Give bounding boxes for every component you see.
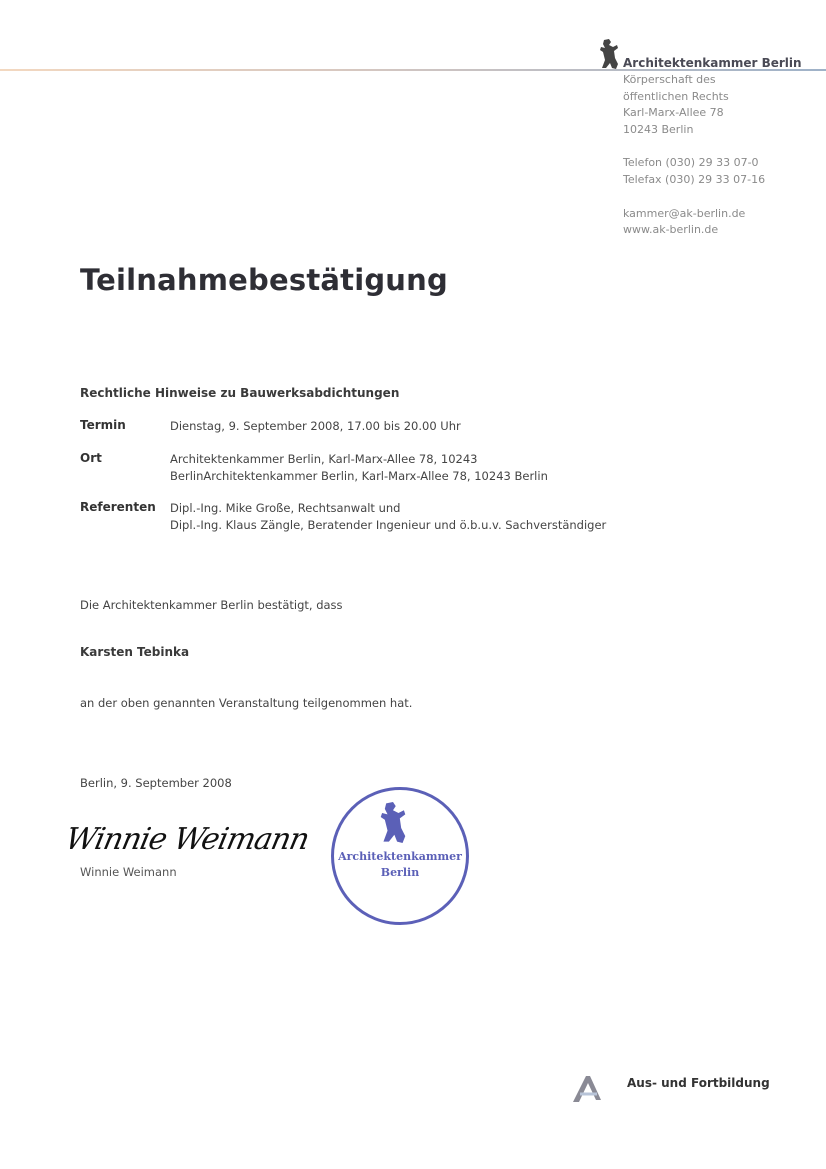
stamp-bear-icon: [378, 800, 408, 845]
handwritten-signature: Winnie Weimann: [62, 822, 312, 857]
closing-text: an der oben genannten Veranstaltung teilgenommen hat.: [80, 696, 413, 710]
referent-line: Dipl.-Ing. Klaus Zängle, Beratender Ingenieur und ö.b.u.v. Sachverständiger: [170, 517, 607, 532]
ort-line: Architektenkammer Berlin, Karl-Marx-Allee 78, 10243: [170, 452, 478, 466]
ort-label: Ort: [80, 451, 102, 465]
fax: Telefax (030) 29 33 07-16: [623, 172, 766, 186]
referenten-label: Referenten: [80, 500, 156, 514]
place-date: Berlin, 9. September 2008: [80, 776, 232, 790]
intro-text: Die Architektenkammer Berlin bestätigt, dass: [80, 598, 343, 612]
address-line: öffentlichen Rechts: [623, 89, 729, 103]
referenten-value: [170, 500, 606, 533]
training-logo-icon: [571, 1072, 605, 1104]
event-name: Rechtliche Hinweise zu Bauwerksabdichtungen: [80, 386, 400, 400]
ort-value: [170, 451, 548, 484]
footer-label: Aus- und Fortbildung: [627, 1076, 770, 1090]
phone: Telefon (030) 29 33 07-0: [623, 156, 759, 170]
participant-name: Karsten Tebinka: [80, 645, 190, 659]
ort-line: BerlinArchitektenkammer Berlin, Karl-Marx-Allee 78, 10243 Berlin: [170, 468, 548, 483]
referent-line: Dipl.-Ing. Mike Große, Rechtsanwalt und: [170, 501, 401, 515]
official-stamp: [331, 787, 469, 925]
stamp-text-line1: Architektenkammer: [338, 850, 462, 863]
website: www.ak-berlin.de: [623, 223, 719, 237]
email: kammer@ak-berlin.de: [623, 206, 746, 220]
termin-value: Dienstag, 9. September 2008, 17.00 bis 20.00 Uhr: [170, 419, 461, 433]
address-line: 10243 Berlin: [623, 122, 694, 136]
signer-name: Winnie Weimann: [80, 865, 177, 879]
stamp-text-line2: Berlin: [380, 866, 420, 879]
letterhead-address: [623, 72, 765, 239]
address-line: Körperschaft des: [623, 73, 716, 86]
page-title: Teilnahmebestätigung: [80, 263, 448, 297]
organization-name: Architektenkammer Berlin: [623, 56, 802, 70]
berlin-bear-logo-icon: [598, 38, 620, 70]
termin-label: Termin: [80, 418, 126, 432]
address-line: Karl-Marx-Allee 78: [623, 106, 724, 120]
